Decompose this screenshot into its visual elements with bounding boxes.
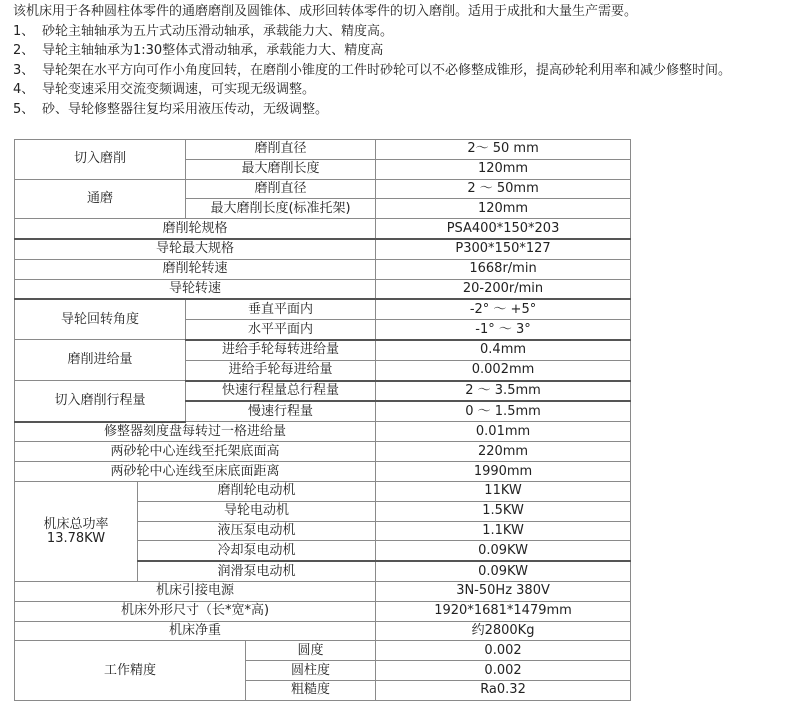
spec-label: 进给手轮每进给量	[186, 360, 376, 380]
spec-label: 润滑泵电动机	[138, 561, 376, 581]
spec-value: 0.01mm	[376, 422, 631, 442]
spec-label: 导轮电动机	[138, 501, 376, 521]
spec-value: 2～ 50 mm	[376, 140, 631, 160]
spec-label: 进给手轮每转进给量	[186, 340, 376, 360]
spec-label: 磨削轮规格	[15, 219, 376, 239]
spec-label: 机床净重	[15, 621, 376, 641]
spec-label: 导轮最大规格	[15, 239, 376, 259]
spec-value: 1920*1681*1479mm	[376, 601, 631, 621]
spec-value: 0 ～ 1.5mm	[376, 401, 631, 421]
feature-number: 2、	[13, 43, 35, 58]
spec-value: 1990mm	[376, 462, 631, 482]
spec-value: -1° ～ 3°	[376, 320, 631, 340]
spec-label: 慢速行程量	[186, 401, 376, 421]
table-row	[15, 601, 631, 621]
spec-value: 220mm	[376, 442, 631, 462]
spec-label: 圆度	[246, 641, 376, 661]
spec-label: 粗糙度	[246, 681, 376, 701]
spec-label: 两砂轮中心连线至床底面距离	[15, 462, 376, 482]
table-row	[15, 340, 631, 360]
feature-item	[13, 41, 783, 61]
feature-text: 导轮变速采用交流变频调速，可实现无级调整。	[42, 82, 316, 97]
table-row	[15, 482, 631, 502]
table-row	[15, 442, 631, 462]
spec-label: 圆柱度	[246, 661, 376, 681]
spec-group-label: 通磨	[15, 179, 186, 219]
spec-value: 11KW	[376, 482, 631, 502]
spec-value: 3N-50Hz 380V	[376, 582, 631, 602]
spec-value: -2° ～ +5°	[376, 299, 631, 319]
spec-group-label: 磨削进给量	[15, 340, 186, 381]
spec-group-label	[15, 482, 138, 582]
table-row	[15, 239, 631, 259]
feature-number: 4、	[13, 82, 35, 97]
spec-value: 0.002	[376, 641, 631, 661]
table-row	[15, 641, 631, 661]
intro-text	[13, 2, 783, 119]
spec-value: 20-200r/min	[376, 279, 631, 299]
spec-value: 0.09KW	[376, 561, 631, 581]
feature-item	[13, 80, 783, 100]
spec-label: 磨削轮电动机	[138, 482, 376, 502]
spec-label: 最大磨削长度(标准托架)	[186, 199, 376, 219]
spec-value: 约2800Kg	[376, 621, 631, 641]
spec-label: 垂直平面内	[186, 299, 376, 319]
spec-value: 1668r/min	[376, 259, 631, 279]
spec-group-label: 切入磨削行程量	[15, 381, 186, 422]
power-total-value: 13.78KW	[46, 530, 106, 546]
spec-table	[14, 139, 631, 701]
spec-label: 机床引接电源	[15, 582, 376, 602]
spec-label: 磨削轮转速	[15, 259, 376, 279]
spec-value: 0.4mm	[376, 340, 631, 360]
table-row	[15, 582, 631, 602]
spec-label: 机床外形尺寸（长*宽*高)	[15, 601, 376, 621]
spec-value: 120mm	[376, 199, 631, 219]
spec-value: 0.002	[376, 661, 631, 681]
table-row	[15, 259, 631, 279]
spec-label: 两砂轮中心连线至托架底面高	[15, 442, 376, 462]
spec-value: Ra0.32	[376, 681, 631, 701]
spec-label: 磨削直径	[186, 140, 376, 160]
spec-label: 冷却泵电动机	[138, 541, 376, 561]
feature-text: 导轮主轴轴承为1:30整体式滑动轴承，承载能力大、精度高	[42, 43, 384, 58]
spec-value: 1.1KW	[376, 521, 631, 541]
table-row	[15, 462, 631, 482]
table-row	[15, 219, 631, 239]
spec-label: 导轮转速	[15, 279, 376, 299]
feature-item	[13, 22, 783, 42]
feature-number: 3、	[13, 62, 35, 78]
spec-group-label: 导轮回转角度	[15, 299, 186, 340]
table-row	[15, 179, 631, 199]
table-row	[15, 140, 631, 160]
table-row	[15, 279, 631, 299]
table-row	[15, 299, 631, 319]
spec-group-label: 工作精度	[15, 641, 246, 700]
spec-value: 2 ～ 50mm	[376, 179, 631, 199]
spec-value: PSA400*150*203	[376, 219, 631, 239]
spec-value: 0.09KW	[376, 541, 631, 561]
feature-item	[13, 61, 783, 81]
feature-text: 砂轮主轴轴承为五片式动压滑动轴承，承载能力大、精度高。	[42, 23, 394, 39]
spec-group-label: 切入磨削	[15, 140, 186, 180]
table-row	[15, 422, 631, 442]
feature-text: 导轮架在水平方向可作小角度回转，在磨削小锥度的工件时砂轮可以不必修整成锥形，提高砂轮利用率和减少修整时间。	[42, 62, 732, 78]
feature-text: 砂、导轮修整器往复均采用液压传动，无级调整。	[42, 101, 329, 117]
feature-item	[13, 100, 783, 120]
feature-number: 5、	[13, 101, 35, 117]
spec-label: 液压泵电动机	[138, 521, 376, 541]
power-total-label: 机床总功率	[43, 516, 109, 532]
spec-label: 修整器刻度盘每转过一格进给量	[15, 422, 376, 442]
table-row	[15, 381, 631, 402]
table-row	[15, 621, 631, 641]
spec-value: P300*150*127	[376, 239, 631, 259]
spec-label: 快速行程量总行程量	[186, 381, 376, 402]
spec-label: 最大磨削长度	[186, 159, 376, 179]
intro-lead: 该机床用于各种圆柱体零件的通磨磨削及圆锥体、成形回转体零件的切入磨削。适用于成批和大量生产需要。	[13, 4, 638, 19]
spec-value: 120mm	[376, 159, 631, 179]
spec-value: 2 ～ 3.5mm	[376, 381, 631, 402]
spec-value: 0.002mm	[376, 360, 631, 380]
spec-label: 磨削直径	[186, 179, 376, 199]
spec-value: 1.5KW	[376, 501, 631, 521]
feature-number: 1、	[13, 23, 35, 39]
spec-label: 水平平面内	[186, 320, 376, 340]
